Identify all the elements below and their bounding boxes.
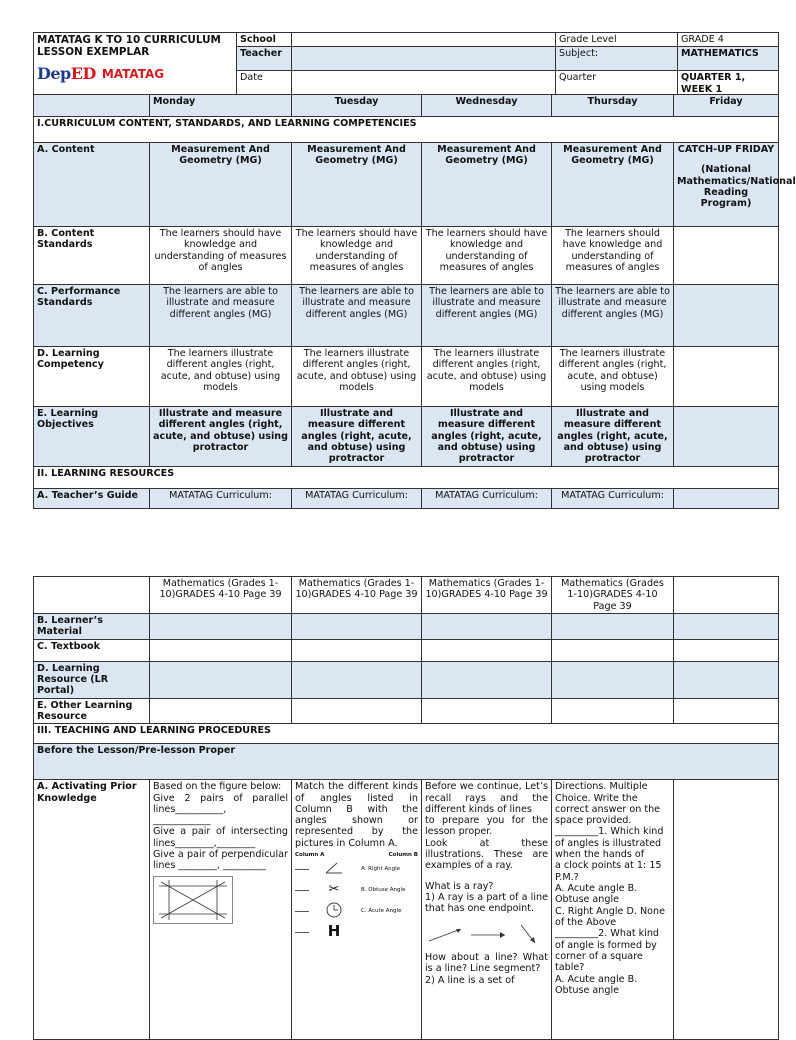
lr-portal-thursday xyxy=(552,661,674,698)
lr-portal-friday xyxy=(674,661,779,698)
logo-row xyxy=(37,65,233,84)
angle-lines-icon xyxy=(313,861,355,877)
other-resource-friday xyxy=(674,698,779,724)
resource-continued-tuesday: Mathematics (Grades 1-10)GRADES 4-10 Page 39 xyxy=(292,577,422,614)
section-teaching-procedures: III. TEACHING AND LEARNING PROCEDURES xyxy=(34,724,779,744)
teacher-value xyxy=(292,47,556,71)
row-label-learning-competency: D. Learning Competency xyxy=(34,347,150,407)
match-row-3 xyxy=(295,901,418,922)
column-b-header: Column B xyxy=(388,852,418,859)
learning-objectives-monday: Illustrate and measure different angles (right, acute, and obtuse) using protractor xyxy=(150,407,292,467)
thu-text-7: table? xyxy=(555,962,585,974)
day-header-friday: Friday xyxy=(674,95,779,117)
thu-text-6: _________2. What kind of angle is formed by corner of a square xyxy=(555,928,660,962)
wed-text-4: What is a ray? xyxy=(425,880,494,892)
teachers-guide-monday: MATATAG Curriculum: xyxy=(150,489,292,509)
row-label-learning-objectives: E. Learning Objectives xyxy=(34,407,150,467)
day-header-tuesday: Tuesday xyxy=(292,95,422,117)
wed-text-7: 2) A line is a set of xyxy=(425,974,515,986)
header-title-block xyxy=(34,33,237,98)
row-label-activating-prior-knowledge: A. Activating Prior Knowledge xyxy=(34,780,150,1040)
lines-figure xyxy=(153,876,233,924)
learning-competency-monday: The learners illustrate different angles (right, acute, and obtuse) using models xyxy=(150,347,292,407)
resource-continued-monday: Mathematics (Grades 1-10)GRADES 4-10 Page 39 xyxy=(150,577,292,614)
learning-objectives-wednesday: Illustrate and measure different angles (right, acute, and obtuse) using protractor xyxy=(422,407,552,467)
learning-competency-wednesday: The learners illustrate different angles (right, acute, and obtuse) using models xyxy=(422,347,552,407)
wed-text-6: How about a line? What is a line? Line segment? xyxy=(425,951,548,975)
performance-standards-monday: The learners are able to illustrate and measure different angles (MG) xyxy=(150,285,292,347)
activating-friday xyxy=(674,780,779,1040)
thu-text-5: C. Right Angle D. None of the Above xyxy=(555,905,665,928)
content-wednesday: Measurement And Geometry (MG) xyxy=(422,143,552,227)
tue-text-1: Match the different kinds of angles listed in Column B with the angles shown or represented by the pictures in Column A. xyxy=(295,781,418,849)
thu-text-8: A. Acute angle B. Obtuse angle xyxy=(555,973,638,996)
learning-competency-tuesday: The learners illustrate different angles (right, acute, and obtuse) using models xyxy=(292,347,422,407)
teachers-guide-tuesday: MATATAG Curriculum: xyxy=(292,489,422,509)
other-resource-thursday xyxy=(552,698,674,724)
learning-objectives-tuesday: Illustrate and measure different angles (right, acute, and obtuse) using protractor xyxy=(292,407,422,467)
wed-text-5: 1) A ray is a part of a line that has one endpoint. xyxy=(425,892,548,915)
day-header-monday: Monday xyxy=(150,95,292,117)
lr-portal-wednesday xyxy=(422,661,552,698)
other-resource-tuesday xyxy=(292,698,422,724)
textbook-friday xyxy=(674,639,779,661)
letter-h: H xyxy=(327,922,341,941)
matatag-logo: MATATAG xyxy=(101,66,165,81)
thu-text-3: a clock points at 1: 15 P.M.? xyxy=(555,860,662,883)
match-row-1 xyxy=(295,859,418,880)
match-option-c: C. Acute Angle xyxy=(361,907,402,914)
textbook-monday xyxy=(150,639,292,661)
performance-standards-friday xyxy=(674,285,779,347)
lr-portal-tuesday xyxy=(292,661,422,698)
mon-text-2: Give 2 pairs of parallel lines__________, xyxy=(153,792,288,815)
row-label-performance-standards: C. Performance Standards xyxy=(34,285,150,347)
quarter-value: QUARTER 1, WEEK 1 xyxy=(678,71,779,98)
match-row-2 xyxy=(295,880,418,901)
deped-logo: DepED xyxy=(37,63,96,83)
subject-value: MATHEMATICS xyxy=(678,47,779,71)
wed-text-3: Look at these illustrations. These are examples of a ray. xyxy=(425,837,548,872)
resource-continued-thursday: Mathematics (Grades 1-10)GRADES 4-10 Page 39 xyxy=(552,577,674,614)
learning-objectives-thursday: Illustrate and measure different angles (right, acute, and obtuse) using protractor xyxy=(552,407,674,467)
scissors-icon: ✂ xyxy=(328,882,340,898)
day-header-blank xyxy=(34,95,150,117)
thu-text-4: A. Acute angle B. Obtuse angle xyxy=(555,883,638,906)
day-header-thursday: Thursday xyxy=(552,95,674,117)
match-option-a: A. Right Angle xyxy=(361,865,401,872)
content-standards-monday: The learners should have knowledge and understanding of measures of angles xyxy=(150,227,292,285)
content-friday-program: (National Mathematics/National Reading Program) xyxy=(677,164,796,210)
lr-portal-monday xyxy=(150,661,292,698)
content-monday: Measurement And Geometry (MG) xyxy=(150,143,292,227)
resource-continued-label xyxy=(34,577,150,614)
mon-text-1: Based on the figure below: xyxy=(153,781,282,793)
textbook-tuesday xyxy=(292,639,422,661)
wed-text-2: to prepare you for the lesson proper. xyxy=(425,815,548,838)
row-label-teachers-guide: A. Teacher’s Guide xyxy=(34,489,150,509)
row-label-other-resource: E. Other Learning Resource xyxy=(34,698,150,724)
content-tuesday: Measurement And Geometry (MG) xyxy=(292,143,422,227)
learners-material-friday xyxy=(674,614,779,640)
row-label-lr-portal: D. Learning Resource (LR Portal) xyxy=(34,661,150,698)
row-label-content-standards: B. Content Standards xyxy=(34,227,150,285)
activating-tuesday xyxy=(292,780,422,1040)
lesson-exemplar-table-2 xyxy=(33,576,779,1040)
content-standards-tuesday: The learners should have knowledge and understanding of measures of angles xyxy=(292,227,422,285)
grade-level-value: GRADE 4 xyxy=(678,33,779,47)
learners-material-tuesday xyxy=(292,614,422,640)
school-value xyxy=(292,33,556,47)
section-curriculum-content: I.CURRICULUM CONTENT, STANDARDS, AND LEARNING COMPETENCIES xyxy=(34,117,779,143)
column-a-header: Column A xyxy=(295,852,325,859)
content-friday-title: CATCH-UP FRIDAY xyxy=(677,144,775,155)
section-before-lesson: Before the Lesson/Pre-lesson Proper xyxy=(34,744,779,780)
other-resource-wednesday xyxy=(422,698,552,724)
teachers-guide-thursday: MATATAG Curriculum: xyxy=(552,489,674,509)
date-label: Date xyxy=(237,71,292,98)
performance-standards-tuesday: The learners are able to illustrate and measure different angles (MG) xyxy=(292,285,422,347)
school-label: School xyxy=(237,33,292,47)
lesson-exemplar-table-1-body xyxy=(33,94,796,509)
resource-continued-friday xyxy=(674,577,779,614)
grade-level-label: Grade Level xyxy=(556,33,678,47)
header-title-line2: LESSON EXEMPLAR xyxy=(37,46,150,59)
mon-text-4: Give a pair of intersecting lines________,________ xyxy=(153,826,288,849)
activating-monday xyxy=(150,780,292,1040)
content-thursday: Measurement And Geometry (MG) xyxy=(552,143,674,227)
match-option-b: B. Obtuse Angle xyxy=(361,886,406,893)
row-label-textbook: C. Textbook xyxy=(34,639,150,661)
learners-material-thursday xyxy=(552,614,674,640)
resource-continued-wednesday: Mathematics (Grades 1-10)GRADES 4-10 Page 39 xyxy=(422,577,552,614)
learners-material-wednesday xyxy=(422,614,552,640)
header-title-line1: MATATAG K TO 10 CURRICULUM xyxy=(37,34,221,46)
row-label-content: A. Content xyxy=(34,143,150,227)
quarter-label: Quarter xyxy=(556,71,678,98)
teachers-guide-friday xyxy=(674,489,779,509)
content-standards-wednesday: The learners should have knowledge and understanding of measures of angles xyxy=(422,227,552,285)
performance-standards-thursday: The learners are able to illustrate and measure different angles (MG) xyxy=(552,285,674,347)
content-standards-thursday: The learners should have knowledge and understanding of measures of angles xyxy=(552,227,674,285)
lesson-exemplar-table-1 xyxy=(33,32,779,98)
textbook-thursday xyxy=(552,639,674,661)
match-row-4 xyxy=(295,922,418,943)
teacher-label: Teacher xyxy=(237,47,292,71)
subject-label: Subject: xyxy=(556,47,678,71)
content-standards-friday xyxy=(674,227,779,285)
learning-competency-friday xyxy=(674,347,779,407)
teachers-guide-wednesday: MATATAG Curriculum: xyxy=(422,489,552,509)
mon-text-5: Give a pair of perpendicular lines ________, _________ xyxy=(153,849,288,872)
matching-activity xyxy=(295,852,418,942)
section-learning-resources: II. LEARNING RESOURCES xyxy=(34,467,779,489)
content-friday xyxy=(674,143,796,227)
activating-wednesday xyxy=(422,780,552,1040)
day-header-wednesday: Wednesday xyxy=(422,95,552,117)
learning-objectives-friday xyxy=(674,407,779,467)
activating-thursday xyxy=(552,780,674,1040)
thu-text-1: Directions. Multiple Choice. Write the correct answer on the space provided. xyxy=(555,781,661,827)
thu-text-2: _________1. Which kind of angles is illustrated when the hands of xyxy=(555,826,664,861)
other-resource-monday xyxy=(150,698,292,724)
performance-standards-wednesday: The learners are able to illustrate and measure different angles (MG) xyxy=(422,285,552,347)
learners-material-monday xyxy=(150,614,292,640)
learning-competency-thursday: The learners illustrate different angles (right, acute, and obtuse) using models xyxy=(552,347,674,407)
wed-text-1: Before we continue, Let’s recall rays and the different kinds of lines xyxy=(425,781,548,815)
row-label-learners-material: B. Learner’s Material xyxy=(34,614,150,640)
clock-icon xyxy=(313,901,355,921)
textbook-wednesday xyxy=(422,639,552,661)
mon-text-3: ____________ xyxy=(153,815,211,827)
rays-figure xyxy=(425,919,545,949)
